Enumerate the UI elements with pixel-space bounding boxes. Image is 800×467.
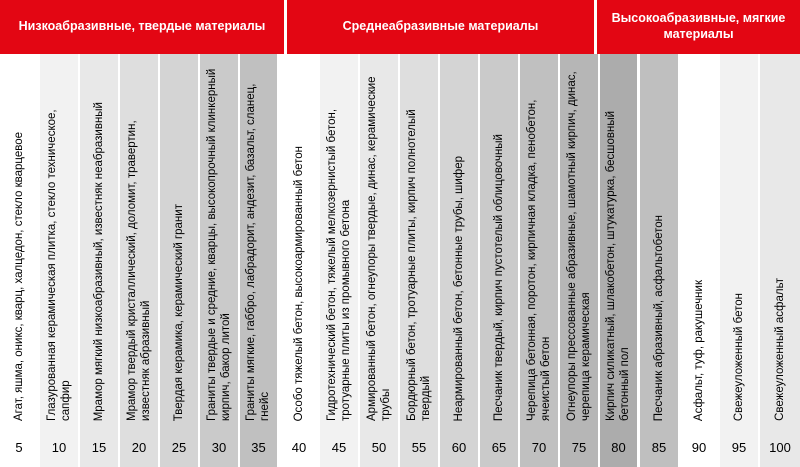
material-label: Огнеупоры прессованные абразивные, шамотный кирпич, динас, черепица керамическая: [565, 71, 592, 421]
material-label: Песчаник абразивный, асфальтобетон: [652, 214, 665, 421]
material-label: Песчаник твердый, кирпич пустотелый облицовочный: [492, 133, 505, 421]
value-row: [0, 427, 800, 467]
value-cell: 45: [320, 427, 360, 467]
value-cell: 60: [440, 427, 480, 467]
material-label: Мрамор твердый кристаллический, доломит, травертин, известняк абразивный: [125, 120, 152, 421]
material-column: [200, 54, 240, 427]
material-label: Граниты твердые и средние, кварцы, высокопрочный клинкерный кирпич, бакор литой: [205, 68, 232, 421]
material-label: Кирпич силикатный, шлакобетон, штукатурка, бесшовный бетонный пол: [605, 110, 632, 421]
material-column: [160, 54, 200, 427]
material-label: Свежеуложенный бетон: [732, 292, 745, 421]
value-cell: 70: [520, 427, 560, 467]
material-column: [320, 54, 360, 427]
value-cell: 90: [680, 427, 720, 467]
material-column: [80, 54, 120, 427]
material-label: Мрамор мягкий низкоабразивный, известняк неабразивный: [92, 101, 105, 421]
value-cell: 10: [40, 427, 80, 467]
value-cell: 40: [280, 427, 320, 467]
value-cell: 55: [400, 427, 440, 467]
group-header-medium-abrasive: Среднеабразивные материалы: [287, 0, 597, 54]
material-columns: [0, 54, 800, 427]
value-cell: 25: [160, 427, 200, 467]
value-cell: 20: [120, 427, 160, 467]
material-label: Особо тяжелый бетон, высокоармированный бетон: [292, 145, 305, 421]
material-column: [680, 54, 720, 427]
material-label: Свежеуложенный асфальт: [773, 278, 786, 421]
material-column: [40, 54, 80, 427]
material-label: Черепица бетонная, поротон, кирпичная кладка, пенобетон, ячеистый бетон: [525, 99, 552, 421]
material-column: [520, 54, 560, 427]
value-cell: 50: [360, 427, 400, 467]
material-column: [280, 54, 320, 427]
value-cell: 5: [0, 427, 40, 467]
material-column: [760, 54, 800, 427]
material-label: Твердая керамика, керамический гранит: [172, 203, 185, 421]
material-label: Армированный бетон, огнеупоры твердые, динас, керамические трубы: [365, 76, 392, 421]
material-column: [720, 54, 760, 427]
value-cell: 95: [720, 427, 760, 467]
material-label: Асфальт, туф, ракушечник: [692, 279, 705, 421]
material-column: [480, 54, 520, 427]
value-cell: 80: [600, 427, 640, 467]
value-cell: 65: [480, 427, 520, 467]
material-column: [440, 54, 480, 427]
material-column: [400, 54, 440, 427]
value-cell: 100: [760, 427, 800, 467]
group-header-low-abrasive: Низкоабразивные, твердые материалы: [0, 0, 287, 54]
material-label: Бордюрный бетон, тротуарные плиты, кирпич полнотелый твердый: [405, 109, 432, 421]
material-label: Глазурованная керамическая плитка, стекло техническое, сапфир: [45, 109, 72, 421]
material-label: Граниты мягкие, габбро, лабрадорит, андезит, базальт, сланец, гнейс: [245, 83, 272, 421]
material-label: Агат, яшма, оникс, кварц, халцедон, стекло кварцевое: [12, 131, 25, 421]
material-label: Неармированный бетон, бетонные трубы, шифер: [452, 155, 465, 421]
group-header-high-abrasive: Высокоабразивные, мягкие материалы: [597, 0, 800, 54]
material-label: Гидротехнический бетон, тяжелый мелкозернистый бетон, тротуарные плиты из промывного бетона: [325, 108, 352, 421]
material-column: [600, 54, 640, 427]
material-column: [560, 54, 600, 427]
value-cell: 85: [640, 427, 680, 467]
value-cell: 35: [240, 427, 280, 467]
material-column: [0, 54, 40, 427]
material-column: [640, 54, 680, 427]
value-cell: 15: [80, 427, 120, 467]
material-column: [360, 54, 400, 427]
material-column: [120, 54, 160, 427]
value-cell: 75: [560, 427, 600, 467]
value-cell: 30: [200, 427, 240, 467]
material-column: [240, 54, 280, 427]
group-header-row: [0, 0, 800, 54]
